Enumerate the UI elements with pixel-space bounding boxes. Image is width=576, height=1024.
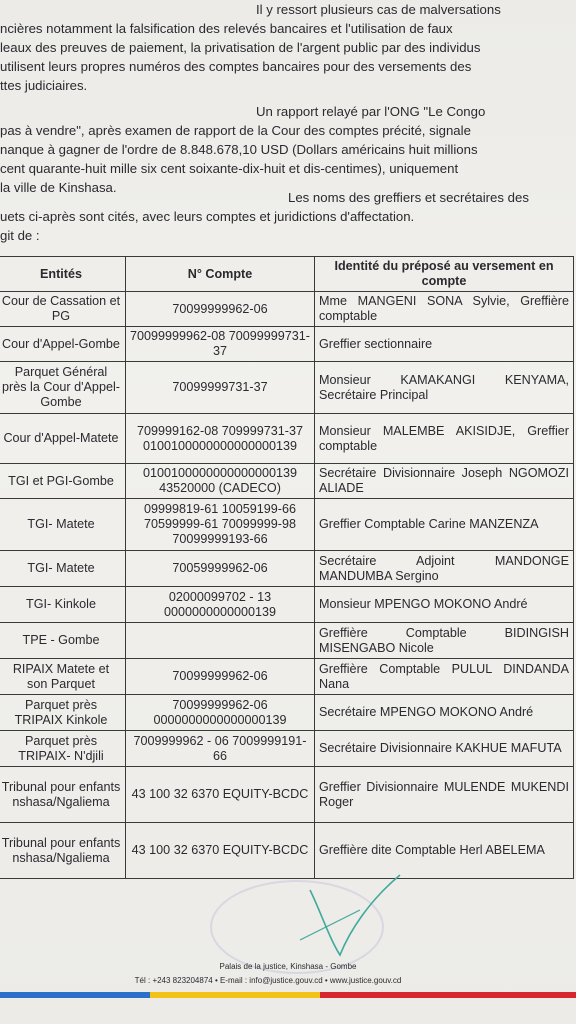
cell-numero-compte: 02000099702 - 13 0000000000000139 (126, 587, 315, 623)
table-row (0, 362, 574, 414)
accounts-table (0, 256, 574, 879)
paragraph-line: cent quarante-huit mille six cent soixante-dix-huit et dis-centimes), uniquement (0, 161, 459, 176)
cell-numero-compte: 7009999962 - 06 7009999191-66 (126, 731, 315, 767)
cell-entite: Parquet près TRIPAIX Kinkole (0, 695, 126, 731)
paragraph-noms (0, 188, 560, 245)
cell-entite: TGI- Matete (0, 499, 126, 551)
cell-numero-compte: 70099999962-06 0000000000000000139 (126, 695, 315, 731)
cell-entite: Cour de Cassation et PG (0, 292, 126, 327)
paragraph-line: git de : (0, 228, 40, 243)
paragraph-line: utilisent leurs propres numéros des comptes bancaires pour des versements des (0, 59, 472, 74)
table-row (0, 551, 574, 587)
stripe-red (320, 992, 576, 998)
table-row (0, 292, 574, 327)
cell-numero-compte: 43 100 32 6370 EQUITY-BCDC (126, 823, 315, 879)
paragraph-line: Il y ressort plusieurs cas de malversations (256, 2, 501, 17)
header-numero-compte: N° Compte (126, 257, 315, 292)
cell-numero-compte: 709999162-08 709999731-37 0100100000000000000139 (126, 414, 315, 464)
cell-numero-compte: 70059999962-06 (126, 551, 315, 587)
paragraph-line: pas à vendre", après examen de rapport de la Cour des comptes précité, signale (0, 123, 471, 138)
paragraph-malversations (0, 0, 560, 95)
cell-numero-compte: 70099999962-06 (126, 292, 315, 327)
table-row (0, 823, 574, 879)
cell-prepose: Greffier Comptable Carine MANZENZA (315, 499, 574, 551)
signature-mark (290, 870, 410, 970)
paragraph-line: leaux des preuves de paiement, la privatisation de l'argent public par des individus (0, 40, 481, 55)
cell-prepose: Greffier Divisionnaire MULENDE MUKENDI Roger (315, 767, 574, 823)
paragraph-line: Un rapport relayé par l'ONG "Le Congo (256, 104, 486, 119)
footer-address: Palais de la justice, Kinshasa - Gombe (219, 962, 357, 971)
paragraph-line: Les noms des greffiers et secrétaires des (288, 190, 529, 205)
cell-entite: TGI et PGI-Gombe (0, 464, 126, 499)
cell-entite: Parquet près TRIPAIX- N'djili (0, 731, 126, 767)
paragraph-line: nanque à gagner de l'ordre de 8.848.678,10 USD (Dollars américains huit millions (0, 142, 478, 157)
cell-entite: Cour d'Appel-Matete (0, 414, 126, 464)
table-row (0, 499, 574, 551)
header-entites: Entités (0, 257, 126, 292)
cell-prepose: Mme MANGENI SONA Sylvie, Greffière comptable (315, 292, 574, 327)
paragraph-line: ttes judiciaires. (0, 78, 88, 93)
table-header-row (0, 257, 574, 292)
flag-stripe (0, 992, 576, 998)
table-row (0, 731, 574, 767)
cell-prepose: Monsieur MALEMBE AKISIDJE, Greffier comptable (315, 414, 574, 464)
footer-contact: Tél : +243 823204874 • E-mail : info@justice.gouv.cd • www.justice.gouv.cd (134, 976, 402, 985)
table-row (0, 695, 574, 731)
cell-prepose: Greffière dite Comptable Herl ABELEMA (315, 823, 574, 879)
table-row (0, 587, 574, 623)
cell-prepose: Secrétaire Divisionnaire Joseph NGOMOZI ALIADE (315, 464, 574, 499)
cell-numero-compte: 70099999962-08 70099999731-37 (126, 327, 315, 362)
table-row (0, 623, 574, 659)
paragraph-rapport (0, 102, 560, 197)
stripe-yellow (150, 992, 320, 998)
table-row (0, 414, 574, 464)
cell-entite: TGI- Kinkole (0, 587, 126, 623)
table-row (0, 327, 574, 362)
cell-prepose: Secrétaire MPENGO MOKONO André (315, 695, 574, 731)
cell-prepose: Secrétaire Adjoint MANDONGE MANDUMBA Sergino (315, 551, 574, 587)
paragraph-line: la ville de Kinshasa. (0, 180, 117, 195)
table-row (0, 464, 574, 499)
cell-entite: RIPAIX Matete et son Parquet (0, 659, 126, 695)
cell-numero-compte (126, 623, 315, 659)
cell-numero-compte: 70099999731-37 (126, 362, 315, 414)
cell-entite: TGI- Matete (0, 551, 126, 587)
cell-entite: Tribunal pour enfants nshasa/Ngaliema (0, 823, 126, 879)
cell-prepose: Monsieur KAMAKANGI KENYAMA, Secrétaire Principal (315, 362, 574, 414)
table-row (0, 659, 574, 695)
stripe-blue (0, 992, 150, 998)
cell-numero-compte: 09999819-61 10059199-66 70599999-61 70099999-98 70099999193-66 (126, 499, 315, 551)
table-row (0, 767, 574, 823)
cell-entite: Tribunal pour enfants nshasa/Ngaliema (0, 767, 126, 823)
cell-entite: Parquet Général près la Cour d'Appel-Gombe (0, 362, 126, 414)
header-identite-prepose: Identité du préposé au versement en compte (315, 257, 574, 292)
cell-prepose: Greffière Comptable BIDINGISH MISENGABO Nicole (315, 623, 574, 659)
cell-prepose: Monsieur MPENGO MOKONO André (315, 587, 574, 623)
cell-prepose: Secrétaire Divisionnaire KAKHUE MAFUTA (315, 731, 574, 767)
cell-prepose: Greffier sectionnaire (315, 327, 574, 362)
cell-entite: TPE - Gombe (0, 623, 126, 659)
cell-entite: Cour d'Appel-Gombe (0, 327, 126, 362)
paragraph-line: ncières notamment la falsification des relevés bancaires et l'utilisation de faux (0, 21, 453, 36)
cell-numero-compte: 0100100000000000000139 43520000 (CADECO) (126, 464, 315, 499)
cell-numero-compte: 70099999962-06 (126, 659, 315, 695)
cell-numero-compte: 43 100 32 6370 EQUITY-BCDC (126, 767, 315, 823)
paragraph-line: uets ci-après sont cités, avec leurs comptes et juridictions d'affectation. (0, 209, 415, 224)
cell-prepose: Greffière Comptable PULUL DINDANDA Nana (315, 659, 574, 695)
